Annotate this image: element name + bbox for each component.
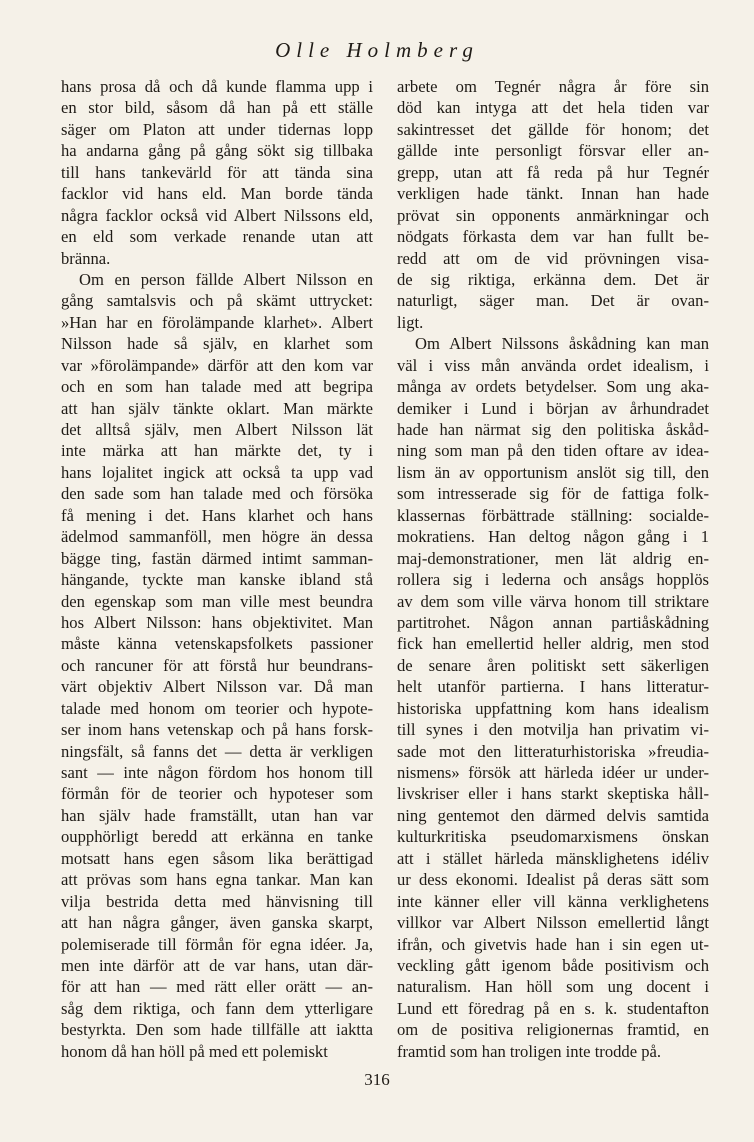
text-line: kulturkritiska pseudomarxismens önskan [397,827,709,847]
text-line: hans prosa då och då kunde flamma upp i [61,77,373,96]
text-line: maj-demonstrationer, men lät aldrig en- [397,548,709,568]
text-line: naturalism. Han höll som ung docent i [397,977,709,997]
running-header: Olle Holmberg [275,38,479,62]
text-line: gång samtalsvis och på skämt uttrycket: [61,291,373,311]
text-line: talade med honom om teorier och hypote- [61,698,373,718]
text-line: »Han har en förolämpande klarhet». Albert [61,312,373,332]
text-line: naturligt, säger man. Det är ovan- [397,291,709,311]
text-line: bägge ting, fastän därmed intimt samman- [61,548,373,568]
text-line: nödgats förkasta dem var han fullt be- [397,227,709,247]
left-text-column [61,76,373,1062]
text-line: såg dem riktiga, och fann dem ytterligare [61,998,373,1018]
right-text-column [397,76,709,1062]
text-line: partitrohet. Någon annan partiåskådning [397,612,709,632]
text-line: inte känner eller vill känna verklighetens [397,891,709,911]
text-line: väl i viss mån använda ordet idealism, i [397,355,709,375]
text-line: ifrån, och givetvis hade han i sin egen ut- [397,934,709,954]
text-line: en stor bild, såsom då han på ett ställe [61,98,373,118]
text-line: villkor var Albert Nilsson emellertid långt [397,913,709,933]
text-line: sant — inte någon fördom hos honom till [61,763,373,782]
text-line: hans lojalitet ingick att också ta upp vad [61,462,373,482]
text-line: många av ordets betydelser. Som ung aka- [397,377,709,397]
text-line: han själv hade framställt, utan han var [61,805,373,825]
text-line: få mening i det. Hans klarhet och hans [61,505,373,525]
page-number: 316 [364,1070,390,1089]
text-line: att han några gånger, även ganska skarpt, [61,913,373,933]
text-line: för att han — med rätt eller orätt — an- [61,977,373,997]
text-line: de senare åren politiskt sett säkerligen [397,655,709,675]
text-line: prövat sin opponents anmärkningar och [397,205,709,225]
text-line: motsatt hans egen såsom lika berättigad [61,848,373,868]
text-line: vilja bestrida detta med hänvisning till [61,891,373,911]
text-line: honom då han höll på med ett polemiskt [61,1041,328,1061]
text-line: och en som han talade med att begripa [61,377,373,397]
text-line: om de positiva religionernas framtid, en [397,1020,709,1040]
text-line: demiker i Lund i början av århundradet [397,398,709,418]
text-line: bränna. [61,248,111,268]
text-line: död kan intyga att det hela tiden var [397,98,709,118]
text-line: värt objektiv Albert Nilsson var. Då man [61,677,373,697]
text-line: oupphörligt beredd att erkänna en tanke [61,827,373,847]
text-line: framtid som han troligen inte trodde på. [397,1041,662,1061]
text-line: verkligen hade tänkt. Innan han hade [397,184,709,204]
text-line: ser inom hans vetenskap och på hans forsk- [61,720,373,740]
text-line: klassernas förbättrade ställning: socialde- [397,505,709,525]
text-line: gällde inte personligt försvar eller an- [397,141,709,161]
text-line: ur dess ekonomi. Idealist på deras sätt som [397,870,709,890]
text-line: den sade som han talade med och försöka [61,484,373,504]
text-line: att prövas som hans egna tankar. Man kan [61,870,373,890]
text-line: var »förolämpande» därför att den kom var [61,355,373,375]
text-line: polemiserade till förmån för egna idéer. Ja, [61,934,373,954]
text-line: ning gentemot den därmed delvis samtida [397,805,709,825]
text-line: ligt. [397,312,424,332]
text-line: veckling gått igenom både positivism och [397,955,709,975]
text-line: ädelmod sammanföll, men högre än dessa [61,527,373,547]
text-line: fick han emellertid heller aldrig, men stod [397,634,709,654]
text-line: redd att om de vid prövningen visa- [397,248,709,268]
text-line: hade han närmat sig den politiska åskåd- [397,420,709,439]
text-line: det alltså själv, men Albert Nilsson lät [61,420,373,439]
text-line: till hans tankevärld för att tända sina [61,162,373,182]
text-line: ningsfält, så fanns det — detta är verkligen [61,741,373,761]
text-line: livskriser eller i hans starkt skeptiska håll- [397,784,709,804]
text-line: måste känna vetenskapsfolkets passioner [61,634,373,654]
text-line: mokratiens. Han deltog någon gång i 1 [397,527,709,547]
text-line: av dem som ville värva honom till striktare [397,591,709,611]
text-line: Lund ett föredrag på en s. k. studentafton [397,998,709,1018]
text-line: hos Albert Nilsson: hans objektivitet. Man [61,612,373,632]
text-line: den egenskap som man ville mest beundra [61,591,373,611]
text-line: arbete om Tegnér några år före sin [397,77,709,96]
text-line: nismens» försök att härleda idéer ur under- [397,763,709,782]
text-line: inte märka att han märkte det, ty i [61,441,373,461]
text-line: några facklor också vid Albert Nilssons eld, [61,205,373,225]
text-line: och rancuner för att förstå hur beundrans- [61,655,373,675]
text-line: historiska uppfattning kom hans idealism [397,698,709,718]
text-line: grepp, utan att få reda på hur Tegnér [397,162,709,182]
text-line: hängande, tyckte man kanske ibland stå [61,570,373,590]
text-line: facklor vid hans eld. Man borde tända [61,184,373,204]
text-line: som intresserade sig för de fattiga folk- [397,484,709,504]
text-line: Om en person fällde Albert Nilsson en [79,269,373,289]
text-line: Om Albert Nilssons åskådning kan man [415,334,709,354]
text-line: till synes i den motvilja han privatim vi- [397,720,709,740]
text-line: helt utanför partierna. I hans litteratur- [397,677,709,697]
text-line: säger om Platon att under tidernas lopp [61,119,373,139]
text-line: sakintresset det gällde för honom; det [397,119,709,139]
text-line: lism än av opportunism anslöt sig till, den [397,462,709,482]
text-line: sade mot den litteraturhistoriska »freudia- [397,741,709,761]
text-line: ning som man på den tiden oftare av idea- [397,441,709,461]
text-line: de sig riktiga, erkänna dem. Det är [397,269,709,289]
text-line: förmån för de teorier och hypoteser som [61,784,373,804]
text-line: ha andarna gång på gång sökt sig tillbaka [61,141,373,161]
text-line: men inte därför att de var hans, utan där- [61,955,373,975]
text-line: att han själv tänkte oklart. Man märkte [61,398,373,418]
text-line: Nilsson hade så själv, en klarhet som [61,334,373,354]
text-line: rollera sig i lederna och ansågs hopplös [397,570,709,590]
text-line: bestyrkta. Den som hade tillfälle att iaktta [61,1020,373,1040]
text-line: att i stället härleda mänsklighetens idéliv [397,848,709,868]
text-line: en eld som verkade renande utan att [61,227,373,247]
